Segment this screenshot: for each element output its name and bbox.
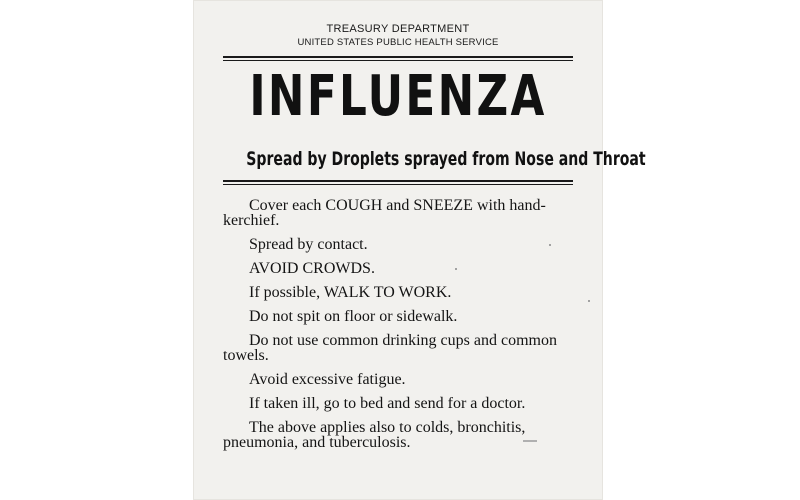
instruction-item: If possible, WALK TO WORK. [249, 284, 452, 301]
instruction-item: Avoid excessive fatigue. [249, 371, 406, 388]
instruction-item: Do not use common drinking cups and common towels. [223, 332, 557, 364]
poster-headline: INFLUENZA [249, 64, 547, 129]
paper-speck [588, 300, 590, 302]
paper-speck [455, 268, 457, 270]
printer-mark [523, 440, 537, 442]
paper-speck [549, 244, 551, 246]
instruction-list [223, 198, 573, 459]
poster-subheadline: Spread by Droplets sprayed from Nose and Throat [246, 148, 646, 170]
instruction-item: Do not spit on floor or sidewalk. [249, 308, 458, 325]
instruction-item: The above applies also to colds, bronchitis, pneumonia, and tuberculosis. [223, 419, 526, 451]
instruction-item: Spread by contact. [249, 236, 368, 253]
service-name: UNITED STATES PUBLIC HEALTH SERVICE [297, 37, 499, 48]
instruction-item: If taken ill, go to bed and send for a doctor. [249, 395, 526, 412]
bottom-divider [223, 180, 573, 185]
influenza-poster [193, 0, 646, 500]
agency-name: TREASURY DEPARTMENT [326, 23, 470, 35]
instruction-item: AVOID CROWDS. [249, 260, 375, 277]
top-divider [223, 56, 573, 61]
instruction-item: Cover each COUGH and SNEEZE with hand-kerchief. [223, 197, 546, 229]
